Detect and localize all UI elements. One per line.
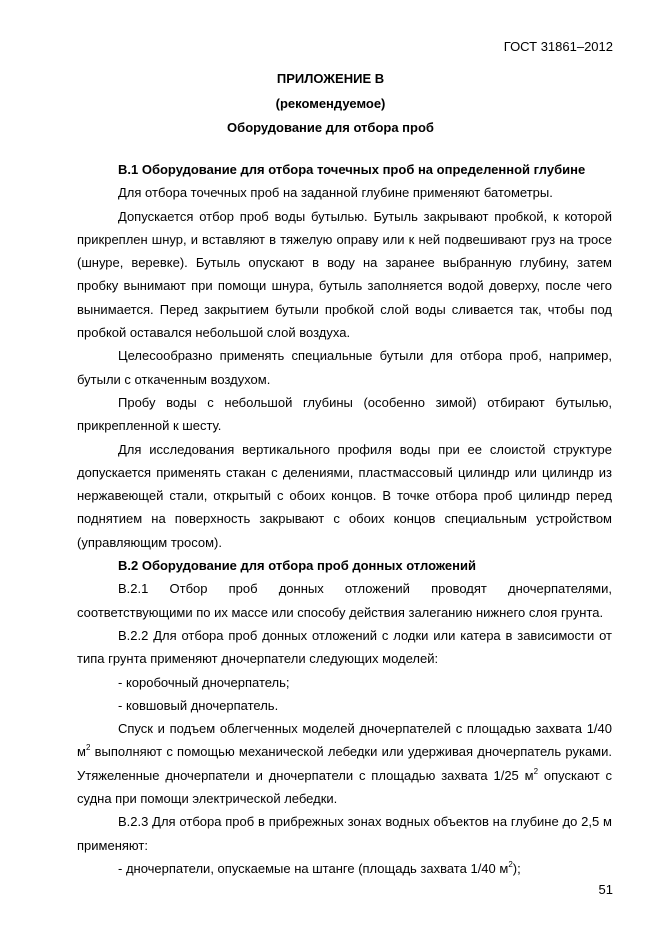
section-b2-heading: В.2 Оборудование для отбора проб донных отложений (118, 558, 476, 574)
appendix-subtitle: Оборудование для отбора проб (227, 120, 434, 135)
superscript: 2 (508, 859, 513, 869)
list-item: - ковшовый дночерпатель. (118, 697, 279, 713)
section-b1 (77, 158, 612, 880)
superscript: 2 (533, 766, 539, 776)
appendix-status: (рекомендуемое) (275, 96, 386, 111)
superscript: 2 (85, 743, 91, 753)
paragraph: Для отбора точечных проб на заданной глубине применяют батометры. (118, 185, 553, 201)
section-b1-heading: В.1 Оборудование для отбора точечных проб на определенной глубине (118, 162, 586, 177)
paragraph: В.2.1 Отбор проб донных отложений проводят дночерпателями, соответствующими по их массе или способу действия залеганию нижнего слоя грунта. (77, 581, 612, 620)
list-item (77, 857, 612, 880)
text-run: выполняют с помощью механической лебедки или удерживая дночерпатель руками. Утяжеленные дночерпатели и дночерпатели с площадью захвата 1/25 м (77, 744, 612, 783)
text-run: ); (512, 860, 521, 876)
paragraph: Целесообразно применять специальные бутыли для отбора проб, например, бутыли с откаченным воздухом. (77, 348, 612, 387)
paragraph: Пробу воды с небольшой глубины (особенно зимой) отбирают бутылью, прикрепленной к шесту. (77, 394, 612, 434)
text-run: опускают с судна при помощи электрической лебедки. (77, 767, 613, 807)
text-run: - дночерпатели, опускаемые на штанге (площадь захвата 1/40 м (118, 860, 509, 876)
page-number: 51 (598, 882, 613, 897)
paragraph (77, 717, 612, 810)
paragraph: В.2.2 Для отбора проб донных отложений с лодки или катера в зависимости от типа грунта применяют дночерпатели следующих моделей: (77, 627, 612, 667)
list-item: - коробочный дночерпатель; (118, 674, 290, 690)
appendix-title: ПРИЛОЖЕНИЕ В (276, 71, 385, 86)
paragraph: Для исследования вертикального профиля воды при ее слоистой структуре допускается применять стакан с делениями, пластмассовый цилиндр или цилиндр из нержавеющей стали, открытый с обоих концов. В точке отбора проб цилиндр перед поднятием на поверхность закрывают с обоих концов специальным устройством (управляющим тросом). (77, 441, 612, 550)
text-run: Спуск и подъем облегченных моделей дночерпателей с площадью захвата 1/40 м (77, 721, 612, 760)
paragraph: Допускается отбор проб воды бутылью. Бутыль закрывают пробкой, к которой прикреплен шнур, и вставляют в тяжелую оправу или к ней подвешивают груз на тросе (шнуре, веревке). Бутыль опускают в воду на заранее выбранную глубину, затем пробку вынимают при помощи шнура, бутыль заполняется водой доверху, после чего вынимается. Перед закрытием бутыли пробкой слой воды сливается так, чтобы под пробкой оставался небольшой слой воздуха. (77, 208, 612, 341)
standard-header: ГОСТ 31861–2012 (503, 39, 613, 54)
paragraph: В.2.3 Для отбора проб в прибрежных зонах водных объектов на глубине до 2,5 м применяют: (77, 814, 612, 853)
